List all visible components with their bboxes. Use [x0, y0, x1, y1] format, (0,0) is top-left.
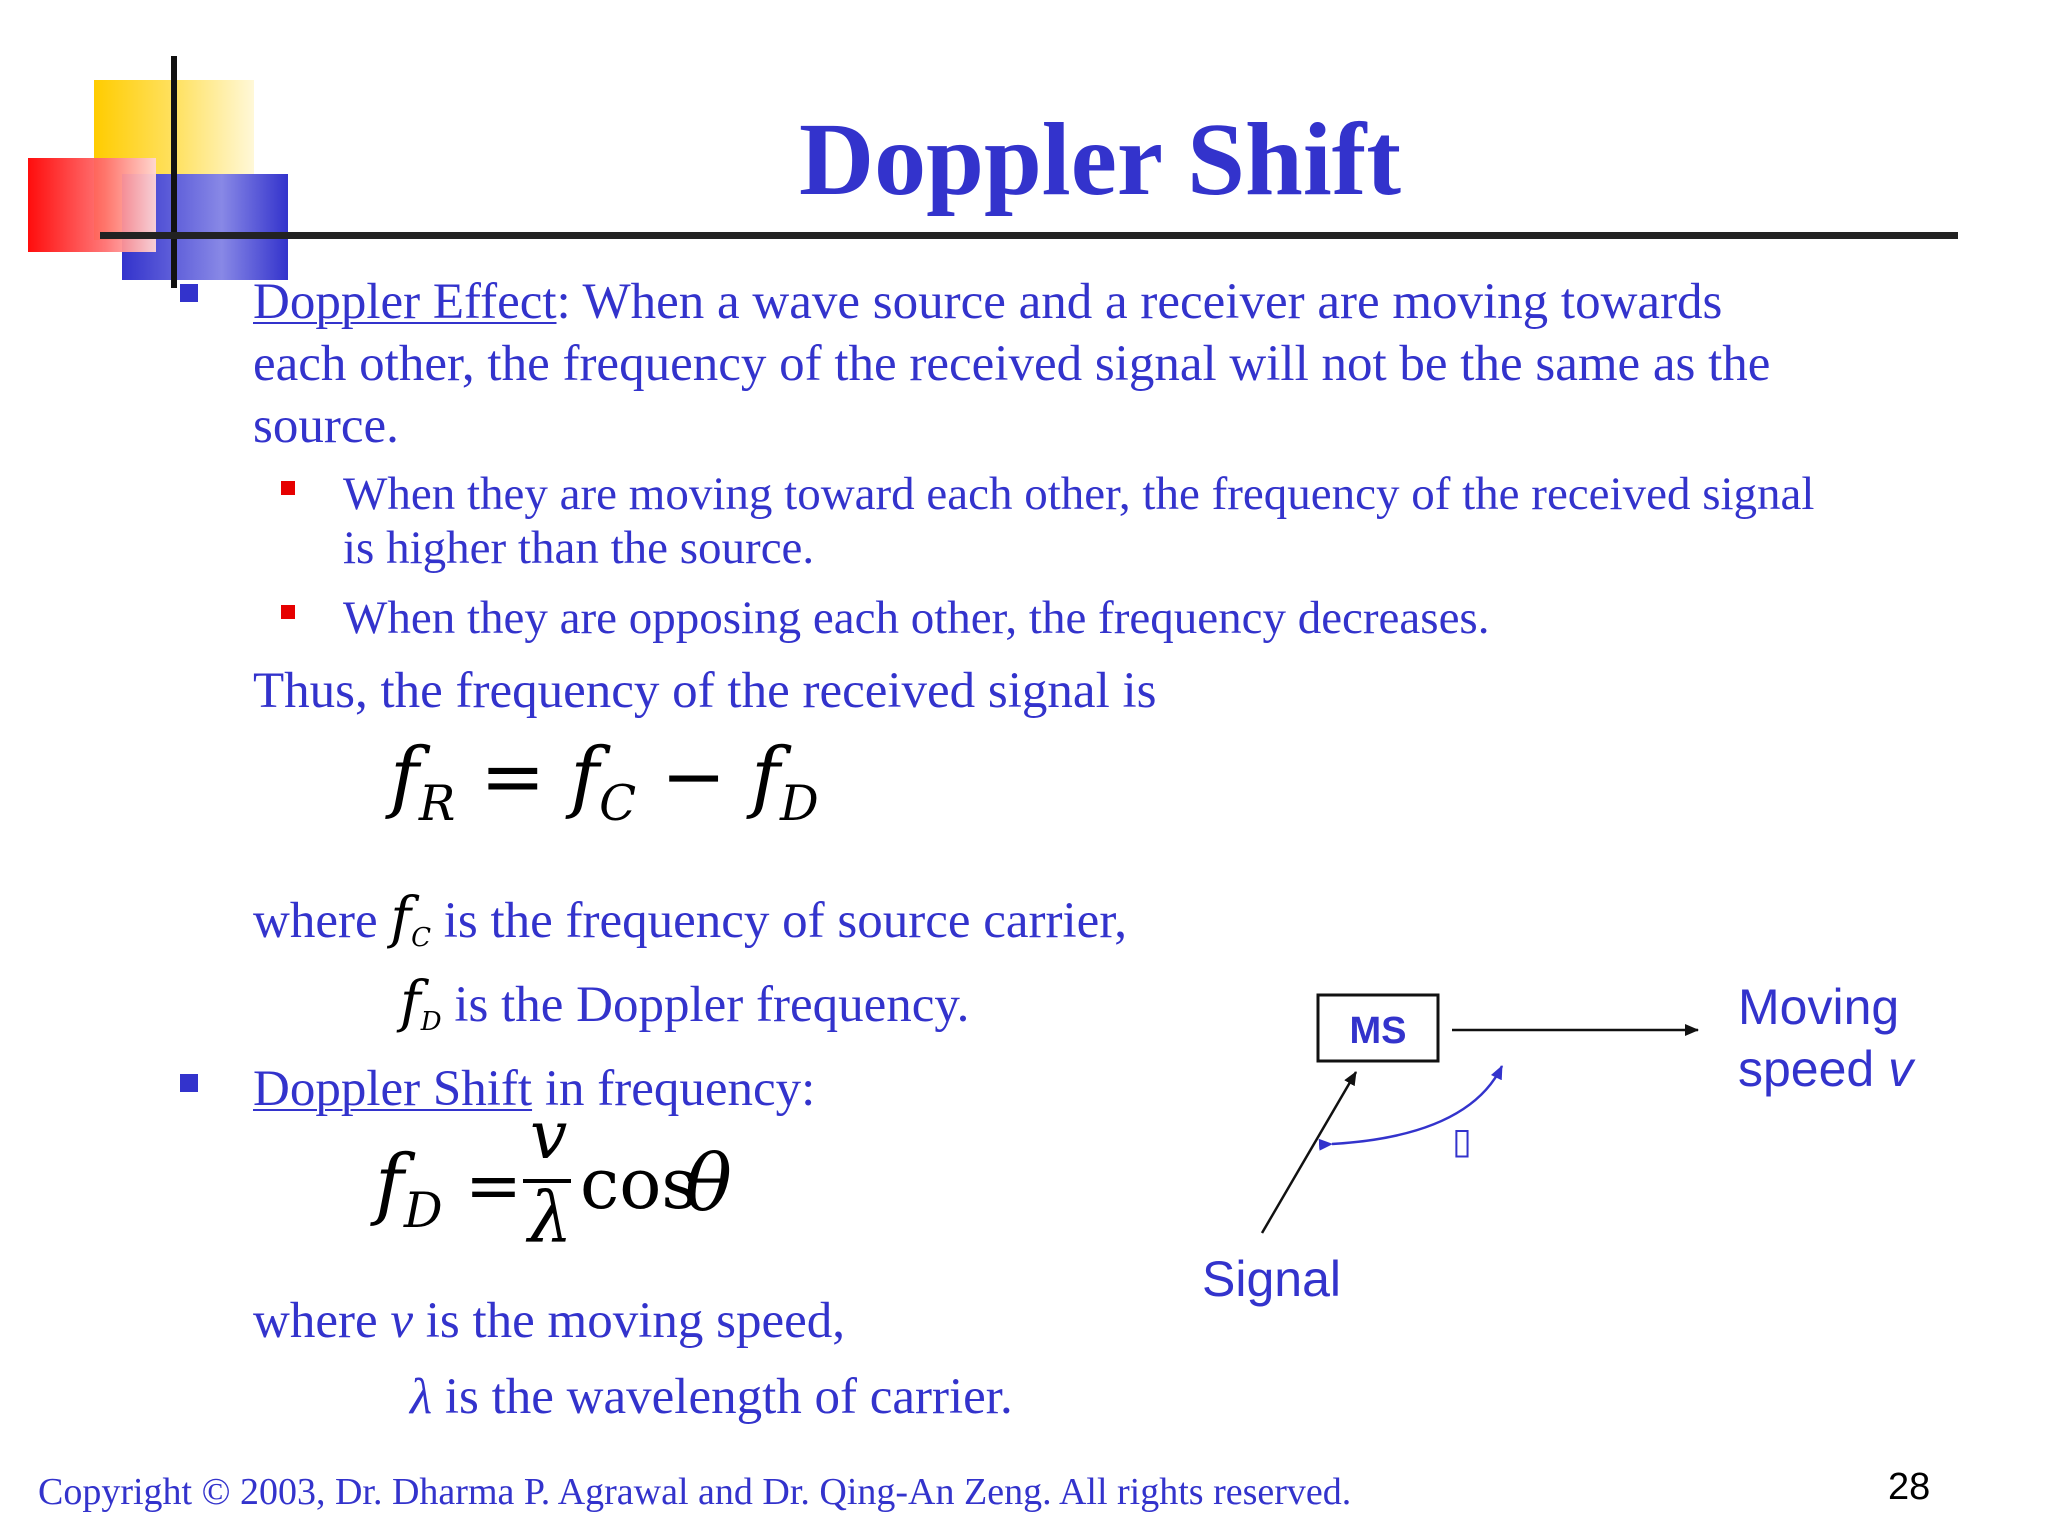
angle-arc [1332, 1066, 1502, 1144]
equation-received-frequency: $f_R = f_C - f_D$ [390, 732, 819, 832]
doppler-diagram [1220, 960, 1780, 1260]
doppler-effect-term: Doppler Effect [253, 274, 557, 330]
sub-bullet-toward-line-2: is higher than the source. [343, 522, 815, 574]
angle-symbol: ▯ [1452, 1120, 1472, 1161]
bullet-marker [180, 1074, 198, 1092]
where-lambda-line: λ is the wavelength of carrier. [410, 1369, 1013, 1425]
ms-label: MS [1349, 1010, 1407, 1052]
signal-label: Signal [1202, 1251, 1341, 1307]
equation-doppler-frequency: $f_D$ = v λ cos θ [375, 1097, 732, 1259]
where-fc-line: where fC is the frequency of source carrier, [253, 886, 1128, 954]
sub-bullet-marker [281, 481, 295, 495]
sub-bullet-toward: When they are moving toward each other, the frequency of the received signal [343, 468, 1815, 520]
doppler-effect-definition: : When a wave source and a receiver are moving towards [556, 274, 1723, 330]
bullet-marker [180, 284, 198, 302]
where-v-line: where v is the moving speed, [253, 1293, 846, 1349]
signal-arrow [1262, 1072, 1356, 1233]
sub-bullet-marker [281, 605, 295, 619]
copyright-footer: Copyright © 2003, Dr. Dharma P. Agrawal and Dr. Qing-An Zeng. All rights reserved. [38, 1471, 1352, 1513]
doppler-effect-line-3: source. [253, 398, 399, 454]
sub-bullet-opposing: When they are opposing each other, the frequency decreases. [343, 592, 1490, 644]
where-fd-line: fD is the Doppler frequency. [400, 970, 970, 1038]
title-divider [100, 232, 1958, 239]
slide-title: Doppler Shift [799, 102, 1401, 217]
bullet-doppler-effect [253, 271, 1722, 333]
thus-text: Thus, the frequency of the received signal is [253, 663, 1157, 719]
moving-speed-label: Moving speed v [1738, 979, 1914, 1097]
bullet-doppler-shift: Doppler Shift in frequency: [253, 1061, 816, 1117]
page-number: 28 [1888, 1466, 1931, 1508]
doppler-effect-line-2: each other, the frequency of the received signal will not be the same as the [253, 336, 1771, 392]
doppler-shift-term: Doppler Shift [253, 1061, 533, 1117]
